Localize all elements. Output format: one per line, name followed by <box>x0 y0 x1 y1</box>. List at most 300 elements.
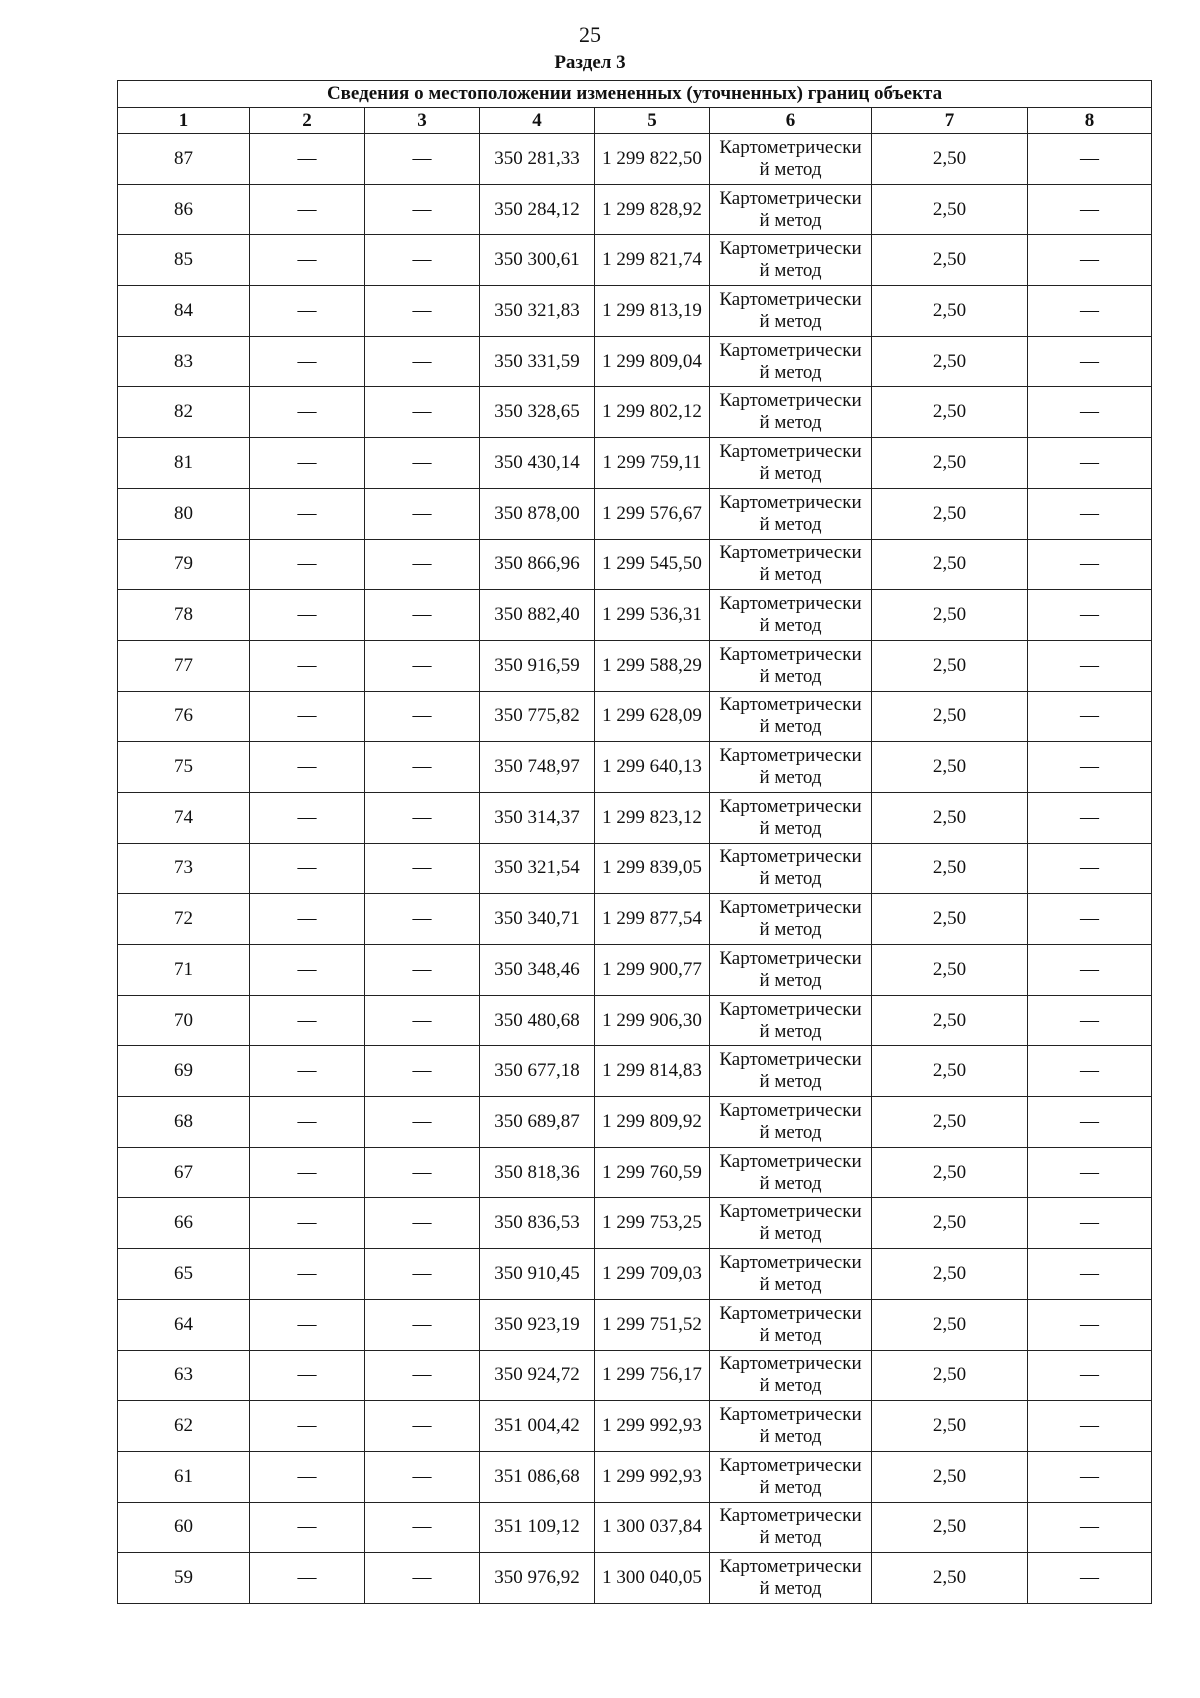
column-3-cell: — <box>365 1046 480 1097</box>
y-coordinate-cell: 1 299 992,93 <box>595 1451 710 1502</box>
point-number-cell: 68 <box>118 1097 250 1148</box>
column-8-cell: — <box>1028 387 1152 438</box>
boundary-coordinates-table <box>117 80 1152 1604</box>
column-2-cell: — <box>250 640 365 691</box>
column-3-cell: — <box>365 843 480 894</box>
column-number-2: 2 <box>250 108 365 134</box>
table-row <box>118 590 1152 641</box>
table-row <box>118 792 1152 843</box>
method-text-line-2: й метод <box>759 919 822 941</box>
point-number-cell: 60 <box>118 1502 250 1553</box>
x-coordinate-cell: 350 328,65 <box>480 387 595 438</box>
column-3-cell: — <box>365 894 480 945</box>
point-number-cell: 82 <box>118 387 250 438</box>
y-coordinate-cell: 1 299 760,59 <box>595 1147 710 1198</box>
column-3-cell: — <box>365 792 480 843</box>
accuracy-cell: 2,50 <box>872 235 1028 286</box>
method-cell <box>710 235 872 286</box>
column-8-cell: — <box>1028 691 1152 742</box>
point-number-cell: 75 <box>118 742 250 793</box>
accuracy-cell: 2,50 <box>872 894 1028 945</box>
method-cell <box>710 1147 872 1198</box>
method-cell <box>710 488 872 539</box>
accuracy-cell: 2,50 <box>872 1046 1028 1097</box>
table-title: Сведения о местоположении измененных (уточненных) границ объекта <box>118 81 1152 108</box>
column-2-cell: — <box>250 995 365 1046</box>
column-8-cell: — <box>1028 286 1152 337</box>
column-8-cell: — <box>1028 1249 1152 1300</box>
method-text-line-2: й метод <box>759 513 822 535</box>
column-2-cell: — <box>250 1249 365 1300</box>
y-coordinate-cell: 1 299 809,92 <box>595 1097 710 1148</box>
method-text-line-1: Картометрически <box>719 288 862 310</box>
table-row <box>118 438 1152 489</box>
method-text-line-2: й метод <box>759 716 822 738</box>
point-number-cell: 87 <box>118 134 250 185</box>
y-coordinate-cell: 1 299 759,11 <box>595 438 710 489</box>
y-coordinate-cell: 1 299 813,19 <box>595 286 710 337</box>
method-text-line-2: й метод <box>759 665 822 687</box>
method-cell <box>710 134 872 185</box>
column-number-4: 4 <box>480 108 595 134</box>
column-2-cell: — <box>250 1097 365 1148</box>
method-text-line-1: Картометрически <box>719 1099 862 1121</box>
table-row <box>118 691 1152 742</box>
column-8-cell: — <box>1028 336 1152 387</box>
column-8-cell: — <box>1028 1502 1152 1553</box>
accuracy-cell: 2,50 <box>872 488 1028 539</box>
method-text-line-1: Картометрически <box>719 440 862 462</box>
point-number-cell: 59 <box>118 1553 250 1604</box>
table-row <box>118 134 1152 185</box>
column-number-1: 1 <box>118 108 250 134</box>
method-text-line-1: Картометрически <box>719 491 862 513</box>
column-3-cell: — <box>365 1401 480 1452</box>
method-text-line-2: й метод <box>759 1273 822 1295</box>
method-text-line-1: Картометрически <box>719 795 862 817</box>
method-text-line-1: Картометрически <box>719 1353 862 1375</box>
accuracy-cell: 2,50 <box>872 742 1028 793</box>
column-3-cell: — <box>365 1249 480 1300</box>
column-3-cell: — <box>365 286 480 337</box>
x-coordinate-cell: 350 882,40 <box>480 590 595 641</box>
x-coordinate-cell: 350 916,59 <box>480 640 595 691</box>
table-row <box>118 1097 1152 1148</box>
method-cell <box>710 742 872 793</box>
accuracy-cell: 2,50 <box>872 134 1028 185</box>
accuracy-cell: 2,50 <box>872 1147 1028 1198</box>
method-cell <box>710 1046 872 1097</box>
point-number-cell: 66 <box>118 1198 250 1249</box>
method-text-line-2: й метод <box>759 1223 822 1245</box>
accuracy-cell: 2,50 <box>872 792 1028 843</box>
y-coordinate-cell: 1 299 545,50 <box>595 539 710 590</box>
column-8-cell: — <box>1028 792 1152 843</box>
y-coordinate-cell: 1 299 588,29 <box>595 640 710 691</box>
column-3-cell: — <box>365 945 480 996</box>
column-2-cell: — <box>250 590 365 641</box>
column-2-cell: — <box>250 742 365 793</box>
accuracy-cell: 2,50 <box>872 843 1028 894</box>
method-text-line-2: й метод <box>759 361 822 383</box>
method-cell <box>710 792 872 843</box>
column-8-cell: — <box>1028 1553 1152 1604</box>
column-8-cell: — <box>1028 539 1152 590</box>
y-coordinate-cell: 1 300 037,84 <box>595 1502 710 1553</box>
y-coordinate-cell: 1 299 877,54 <box>595 894 710 945</box>
column-2-cell: — <box>250 792 365 843</box>
y-coordinate-cell: 1 299 576,67 <box>595 488 710 539</box>
column-2-cell: — <box>250 843 365 894</box>
point-number-cell: 73 <box>118 843 250 894</box>
column-8-cell: — <box>1028 742 1152 793</box>
method-cell <box>710 1299 872 1350</box>
table-row <box>118 1502 1152 1553</box>
method-cell <box>710 286 872 337</box>
method-text-line-1: Картометрически <box>719 1404 862 1426</box>
y-coordinate-cell: 1 299 536,31 <box>595 590 710 641</box>
method-text-line-1: Картометрически <box>719 1454 862 1476</box>
table-row <box>118 1299 1152 1350</box>
x-coordinate-cell: 351 086,68 <box>480 1451 595 1502</box>
method-text-line-2: й метод <box>759 1476 822 1498</box>
point-number-cell: 79 <box>118 539 250 590</box>
table-row <box>118 488 1152 539</box>
method-cell <box>710 1553 872 1604</box>
x-coordinate-cell: 350 836,53 <box>480 1198 595 1249</box>
column-3-cell: — <box>365 134 480 185</box>
y-coordinate-cell: 1 299 753,25 <box>595 1198 710 1249</box>
method-cell <box>710 387 872 438</box>
x-coordinate-cell: 350 321,83 <box>480 286 595 337</box>
y-coordinate-cell: 1 299 823,12 <box>595 792 710 843</box>
method-text-line-1: Картометрически <box>719 1505 862 1527</box>
y-coordinate-cell: 1 299 756,17 <box>595 1350 710 1401</box>
column-2-cell: — <box>250 387 365 438</box>
method-text-line-1: Картометрически <box>719 542 862 564</box>
column-3-cell: — <box>365 235 480 286</box>
point-number-cell: 64 <box>118 1299 250 1350</box>
x-coordinate-cell: 350 331,59 <box>480 336 595 387</box>
method-text-line-2: й метод <box>759 1324 822 1346</box>
point-number-cell: 72 <box>118 894 250 945</box>
accuracy-cell: 2,50 <box>872 995 1028 1046</box>
method-text-line-2: й метод <box>759 1121 822 1143</box>
method-text-line-1: Картометрически <box>719 947 862 969</box>
x-coordinate-cell: 350 314,37 <box>480 792 595 843</box>
x-coordinate-cell: 350 923,19 <box>480 1299 595 1350</box>
column-8-cell: — <box>1028 488 1152 539</box>
x-coordinate-cell: 350 284,12 <box>480 184 595 235</box>
method-text-line-2: й метод <box>759 158 822 180</box>
method-text-line-2: й метод <box>759 1172 822 1194</box>
method-text-line-2: й метод <box>759 969 822 991</box>
y-coordinate-cell: 1 299 906,30 <box>595 995 710 1046</box>
column-2-cell: — <box>250 1147 365 1198</box>
x-coordinate-cell: 350 866,96 <box>480 539 595 590</box>
y-coordinate-cell: 1 299 900,77 <box>595 945 710 996</box>
column-2-cell: — <box>250 1198 365 1249</box>
x-coordinate-cell: 351 109,12 <box>480 1502 595 1553</box>
table-row <box>118 235 1152 286</box>
method-text-line-1: Картометрически <box>719 846 862 868</box>
column-2-cell: — <box>250 1553 365 1604</box>
table-row <box>118 995 1152 1046</box>
method-text-line-2: й метод <box>759 1578 822 1600</box>
method-cell <box>710 336 872 387</box>
x-coordinate-cell: 350 924,72 <box>480 1350 595 1401</box>
y-coordinate-cell: 1 299 992,93 <box>595 1401 710 1452</box>
point-number-cell: 61 <box>118 1451 250 1502</box>
accuracy-cell: 2,50 <box>872 1451 1028 1502</box>
column-3-cell: — <box>365 1350 480 1401</box>
column-2-cell: — <box>250 336 365 387</box>
table-row <box>118 894 1152 945</box>
column-8-cell: — <box>1028 1451 1152 1502</box>
method-text-line-1: Картометрически <box>719 1251 862 1273</box>
column-number-3: 3 <box>365 108 480 134</box>
accuracy-cell: 2,50 <box>872 1299 1028 1350</box>
point-number-cell: 63 <box>118 1350 250 1401</box>
accuracy-cell: 2,50 <box>872 1401 1028 1452</box>
column-8-cell: — <box>1028 235 1152 286</box>
table-row <box>118 1401 1152 1452</box>
column-2-cell: — <box>250 286 365 337</box>
table-row <box>118 286 1152 337</box>
column-3-cell: — <box>365 742 480 793</box>
method-text-line-1: Картометрически <box>719 136 862 158</box>
y-coordinate-cell: 1 299 821,74 <box>595 235 710 286</box>
accuracy-cell: 2,50 <box>872 640 1028 691</box>
method-text-line-1: Картометрически <box>719 897 862 919</box>
point-number-cell: 67 <box>118 1147 250 1198</box>
x-coordinate-cell: 350 818,36 <box>480 1147 595 1198</box>
method-cell <box>710 1401 872 1452</box>
point-number-cell: 83 <box>118 336 250 387</box>
column-3-cell: — <box>365 1451 480 1502</box>
point-number-cell: 77 <box>118 640 250 691</box>
accuracy-cell: 2,50 <box>872 539 1028 590</box>
column-2-cell: — <box>250 1046 365 1097</box>
column-3-cell: — <box>365 1097 480 1148</box>
table-row <box>118 1451 1152 1502</box>
point-number-cell: 70 <box>118 995 250 1046</box>
method-text-line-2: й метод <box>759 1527 822 1549</box>
method-text-line-2: й метод <box>759 1426 822 1448</box>
method-text-line-2: й метод <box>759 767 822 789</box>
column-8-cell: — <box>1028 1299 1152 1350</box>
column-3-cell: — <box>365 438 480 489</box>
column-3-cell: — <box>365 1502 480 1553</box>
method-text-line-1: Картометрически <box>719 1302 862 1324</box>
method-text-line-1: Картометрически <box>719 390 862 412</box>
column-2-cell: — <box>250 184 365 235</box>
column-8-cell: — <box>1028 1401 1152 1452</box>
table-row <box>118 1046 1152 1097</box>
x-coordinate-cell: 350 976,92 <box>480 1553 595 1604</box>
table-row <box>118 945 1152 996</box>
method-cell <box>710 1198 872 1249</box>
x-coordinate-cell: 350 321,54 <box>480 843 595 894</box>
x-coordinate-cell: 350 689,87 <box>480 1097 595 1148</box>
column-number-8: 8 <box>1028 108 1152 134</box>
method-text-line-2: й метод <box>759 1375 822 1397</box>
table-row <box>118 184 1152 235</box>
y-coordinate-cell: 1 299 751,52 <box>595 1299 710 1350</box>
y-coordinate-cell: 1 299 822,50 <box>595 134 710 185</box>
x-coordinate-cell: 350 348,46 <box>480 945 595 996</box>
method-cell <box>710 843 872 894</box>
x-coordinate-cell: 350 480,68 <box>480 995 595 1046</box>
x-coordinate-cell: 350 677,18 <box>480 1046 595 1097</box>
column-3-cell: — <box>365 184 480 235</box>
y-coordinate-cell: 1 299 709,03 <box>595 1249 710 1300</box>
y-coordinate-cell: 1 300 040,05 <box>595 1553 710 1604</box>
accuracy-cell: 2,50 <box>872 1553 1028 1604</box>
method-cell <box>710 539 872 590</box>
method-cell <box>710 1350 872 1401</box>
method-text-line-2: й метод <box>759 209 822 231</box>
point-number-cell: 71 <box>118 945 250 996</box>
column-2-cell: — <box>250 539 365 590</box>
column-8-cell: — <box>1028 894 1152 945</box>
column-3-cell: — <box>365 640 480 691</box>
column-8-cell: — <box>1028 640 1152 691</box>
method-cell <box>710 995 872 1046</box>
column-2-cell: — <box>250 945 365 996</box>
section-title: Раздел 3 <box>554 52 626 73</box>
x-coordinate-cell: 350 910,45 <box>480 1249 595 1300</box>
column-number-5: 5 <box>595 108 710 134</box>
table-row <box>118 336 1152 387</box>
method-text-line-2: й метод <box>759 868 822 890</box>
x-coordinate-cell: 350 775,82 <box>480 691 595 742</box>
column-2-cell: — <box>250 1299 365 1350</box>
column-2-cell: — <box>250 1350 365 1401</box>
method-cell <box>710 438 872 489</box>
column-3-cell: — <box>365 387 480 438</box>
point-number-cell: 65 <box>118 1249 250 1300</box>
method-text-line-2: й метод <box>759 615 822 637</box>
column-8-cell: — <box>1028 1198 1152 1249</box>
y-coordinate-cell: 1 299 628,09 <box>595 691 710 742</box>
column-3-cell: — <box>365 1147 480 1198</box>
point-number-cell: 78 <box>118 590 250 641</box>
accuracy-cell: 2,50 <box>872 1249 1028 1300</box>
point-number-cell: 76 <box>118 691 250 742</box>
accuracy-cell: 2,50 <box>872 1502 1028 1553</box>
method-cell <box>710 1502 872 1553</box>
page-number: 25 <box>579 22 601 47</box>
column-2-cell: — <box>250 1401 365 1452</box>
point-number-cell: 69 <box>118 1046 250 1097</box>
column-2-cell: — <box>250 134 365 185</box>
y-coordinate-cell: 1 299 839,05 <box>595 843 710 894</box>
column-2-cell: — <box>250 691 365 742</box>
column-number-row <box>118 108 1152 134</box>
column-8-cell: — <box>1028 590 1152 641</box>
method-text-line-1: Картометрически <box>719 1201 862 1223</box>
accuracy-cell: 2,50 <box>872 336 1028 387</box>
column-3-cell: — <box>365 336 480 387</box>
column-3-cell: — <box>365 1553 480 1604</box>
column-3-cell: — <box>365 995 480 1046</box>
column-3-cell: — <box>365 488 480 539</box>
column-8-cell: — <box>1028 843 1152 894</box>
accuracy-cell: 2,50 <box>872 438 1028 489</box>
method-text-line-2: й метод <box>759 1020 822 1042</box>
column-8-cell: — <box>1028 995 1152 1046</box>
point-number-cell: 86 <box>118 184 250 235</box>
method-text-line-2: й метод <box>759 1071 822 1093</box>
method-text-line-2: й метод <box>759 412 822 434</box>
point-number-cell: 85 <box>118 235 250 286</box>
column-2-cell: — <box>250 438 365 489</box>
x-coordinate-cell: 350 430,14 <box>480 438 595 489</box>
method-text-line-2: й метод <box>759 564 822 586</box>
x-coordinate-cell: 351 004,42 <box>480 1401 595 1452</box>
point-number-cell: 62 <box>118 1401 250 1452</box>
column-8-cell: — <box>1028 438 1152 489</box>
method-text-line-1: Картометрически <box>719 187 862 209</box>
column-8-cell: — <box>1028 1350 1152 1401</box>
method-cell <box>710 1451 872 1502</box>
method-text-line-1: Картометрически <box>719 339 862 361</box>
column-2-cell: — <box>250 1451 365 1502</box>
table-row <box>118 1198 1152 1249</box>
method-text-line-1: Картометрически <box>719 238 862 260</box>
method-cell <box>710 184 872 235</box>
point-number-cell: 84 <box>118 286 250 337</box>
column-8-cell: — <box>1028 1046 1152 1097</box>
y-coordinate-cell: 1 299 828,92 <box>595 184 710 235</box>
method-cell <box>710 945 872 996</box>
table-row <box>118 1147 1152 1198</box>
x-coordinate-cell: 350 281,33 <box>480 134 595 185</box>
method-cell <box>710 894 872 945</box>
x-coordinate-cell: 350 300,61 <box>480 235 595 286</box>
method-cell <box>710 590 872 641</box>
accuracy-cell: 2,50 <box>872 945 1028 996</box>
method-cell <box>710 691 872 742</box>
accuracy-cell: 2,50 <box>872 691 1028 742</box>
column-8-cell: — <box>1028 1147 1152 1198</box>
method-text-line-1: Картометрически <box>719 643 862 665</box>
y-coordinate-cell: 1 299 802,12 <box>595 387 710 438</box>
accuracy-cell: 2,50 <box>872 1097 1028 1148</box>
method-text-line-1: Картометрически <box>719 694 862 716</box>
accuracy-cell: 2,50 <box>872 286 1028 337</box>
method-text-line-1: Картометрически <box>719 1556 862 1578</box>
method-text-line-1: Картометрически <box>719 745 862 767</box>
table-row <box>118 539 1152 590</box>
column-3-cell: — <box>365 691 480 742</box>
y-coordinate-cell: 1 299 809,04 <box>595 336 710 387</box>
method-text-line-1: Картометрически <box>719 1150 862 1172</box>
column-8-cell: — <box>1028 945 1152 996</box>
accuracy-cell: 2,50 <box>872 184 1028 235</box>
point-number-cell: 81 <box>118 438 250 489</box>
method-text-line-2: й метод <box>759 310 822 332</box>
table-row <box>118 1350 1152 1401</box>
column-2-cell: — <box>250 488 365 539</box>
table-row <box>118 387 1152 438</box>
x-coordinate-cell: 350 340,71 <box>480 894 595 945</box>
accuracy-cell: 2,50 <box>872 387 1028 438</box>
accuracy-cell: 2,50 <box>872 1198 1028 1249</box>
table-row <box>118 742 1152 793</box>
point-number-cell: 80 <box>118 488 250 539</box>
